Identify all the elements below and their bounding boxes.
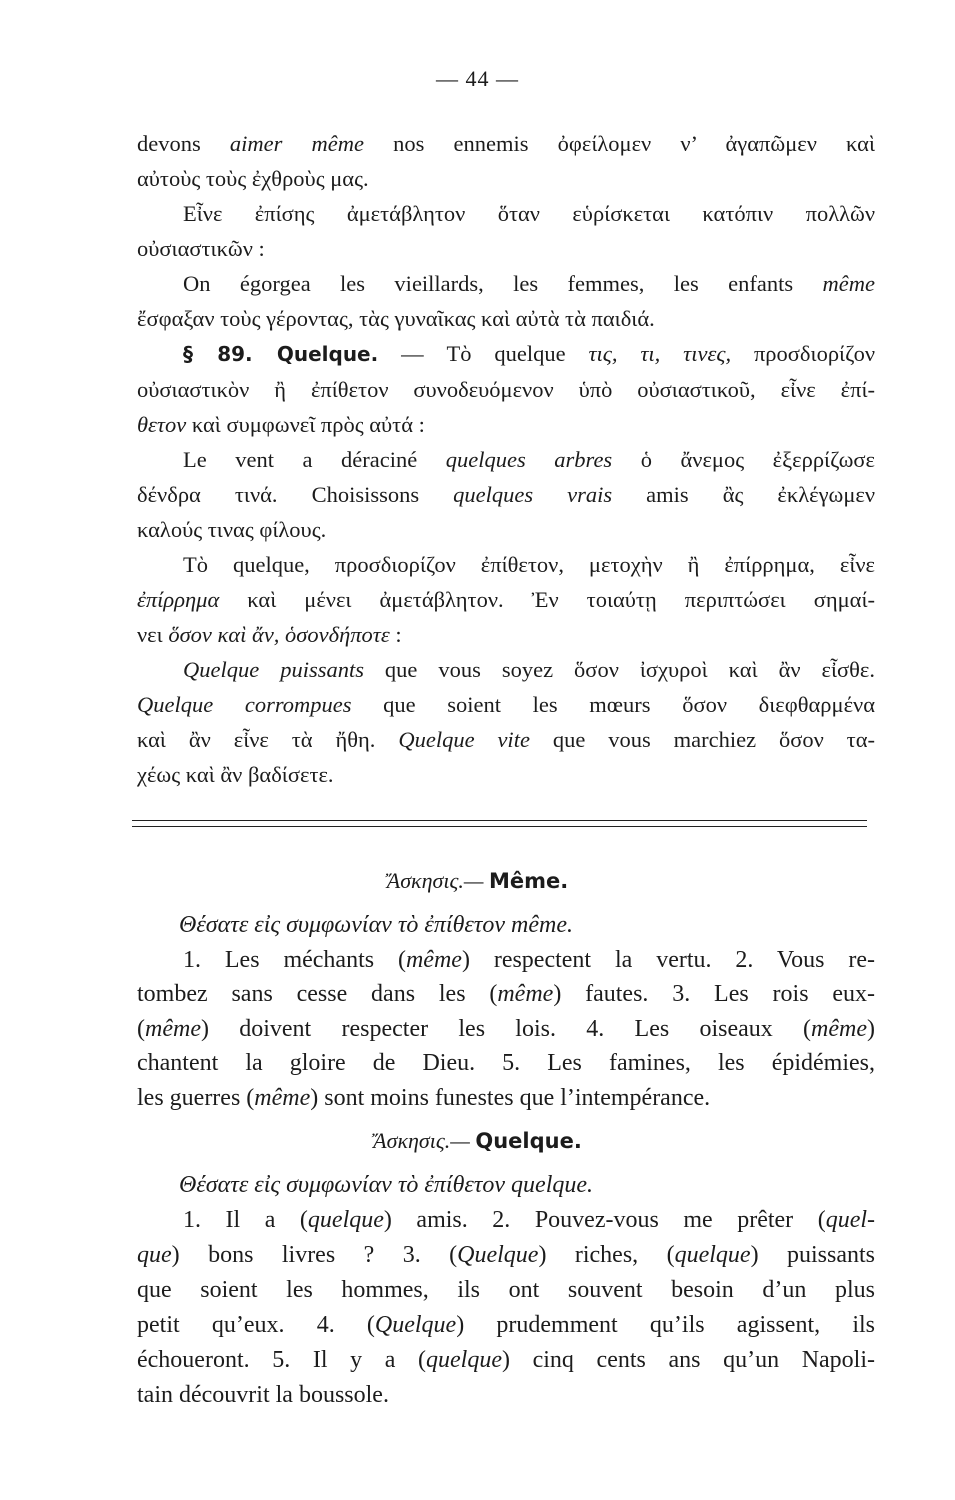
divider-rule	[132, 826, 867, 827]
text-line: δένδρα τινά. Choisissons quelques vrais amis ἂς ἐκλέγωμεν	[137, 482, 876, 507]
text-line: καὶ ἂν εἶνε τὰ ἤθη. Quelque vite que vous marchiez ὅσον τα-	[137, 727, 875, 752]
text-line: οὐσιαστικῶν :	[137, 236, 265, 261]
exercise-title: Ἄσκησις.— Quelque.	[373, 1128, 582, 1153]
divider-rule	[132, 820, 867, 821]
text-line: On égorgea les vieillards, les femmes, les enfants même	[183, 271, 875, 296]
exercise-line: que) bons livres ? 3. (Quelque) riches, (quelque) puissants	[137, 1242, 876, 1268]
section-heading-line: § 89. Quelque. — Τὸ quelque τις, τι, τινες, προσδιορίζον	[183, 341, 876, 366]
text-line: Quelque puissants que vous soyez ὅσον ἰσχυροὶ καὶ ἂν εἶσθε.	[183, 657, 875, 682]
text-line: οὐσιαστικὸν ἢ ἐπίθετον συνοδευόμενον ὑπὸ οὐσιαστικοῦ, εἶνε ἐπί-	[137, 377, 875, 402]
exercise-line: tain découvrit la boussole.	[137, 1382, 389, 1408]
text-line: Τὸ quelque, προσδιορίζον ἐπίθετον, μετοχὴν ἢ ἐπίρρημα, εἶνε	[183, 552, 875, 577]
text-line: θετον καὶ συμφωνεῖ πρὸς αὐτά :	[137, 412, 425, 437]
text-line: αὐτοὺς τοὺς ἐχθροὺς μας.	[137, 166, 369, 191]
exercise-instruction: Θέσατε εἰς συμφωνίαν τὸ ἐπίθετον même.	[179, 912, 574, 938]
text-line: Le vent a déraciné quelques arbres ὁ ἄνεμος ἐξερρίζωσε	[183, 447, 875, 472]
text-line: χέως καὶ ἂν βαδίσετε.	[137, 762, 334, 787]
text-line: ἔσφαξαν τοὺς γέροντας, τὰς γυναῖκας καὶ αὐτὰ τὰ παιδιά.	[137, 306, 655, 331]
exercise-line: les guerres (même) sont moins funestes que l’intempérance.	[137, 1084, 711, 1111]
exercise-instruction: Θέσατε εἰς συμφωνίαν τὸ ἐπίθετον quelque.	[179, 1172, 594, 1198]
text-line: ἐπίρρημα καὶ μένει ἀμετάβλητον. Ἐν τοιαύτῃ περιπτώσει σημαί-	[137, 587, 875, 612]
section-heading: § 89. Quelque.	[183, 342, 379, 366]
exercise-title: Ἄσκησις.— Même.	[386, 868, 569, 893]
text-line: Εἶνε ἐπίσης ἀμετάβλητον ὅταν εὑρίσκεται κατόπιν πολλῶν	[183, 201, 875, 226]
text-line: devons aimer même nos ennemis ὀφείλομεν ν’ ἀγαπῶμεν καὶ	[137, 131, 876, 156]
exercise-line: tombez sans cesse dans les (même) fautes. 3. Les rois eux-	[137, 981, 875, 1007]
exercise-line: chantent la gloire de Dieu. 5. Les famines, les épidémies,	[137, 1050, 875, 1076]
grammar-text	[137, 126, 875, 792]
text-line: Quelque corrompues que soient les mœurs ὅσον διεφθαρμένα	[137, 692, 875, 717]
exercise-1	[137, 908, 875, 1115]
exercise-2	[137, 1168, 875, 1413]
exercise-line: (même) doivent respecter les lois. 4. Les oiseaux (même)	[137, 1015, 875, 1042]
exercise-line: que soient les hommes, ils ont souvent besoin d’un plus	[137, 1277, 875, 1303]
page-number: — 44 —	[436, 66, 519, 91]
exercise-line: échoueront. 5. Il y a (quelque) cinq cents ans qu’un Napoli-	[137, 1347, 876, 1373]
exercise-line: 1. Il a (quelque) amis. 2. Pouvez-vous me prêter (quel-	[183, 1207, 876, 1233]
text-line: νει ὅσον καὶ ἄν, ὁσονδήποτε :	[137, 622, 402, 647]
text-line: καλούς τινας φίλους.	[137, 517, 327, 542]
exercise-line: 1. Les méchants (même) respectent la vertu. 2. Vous re-	[183, 946, 875, 973]
exercise-line: petit qu’eux. 4. (Quelque) prudemment qu’ils agissent, ils	[137, 1312, 875, 1338]
